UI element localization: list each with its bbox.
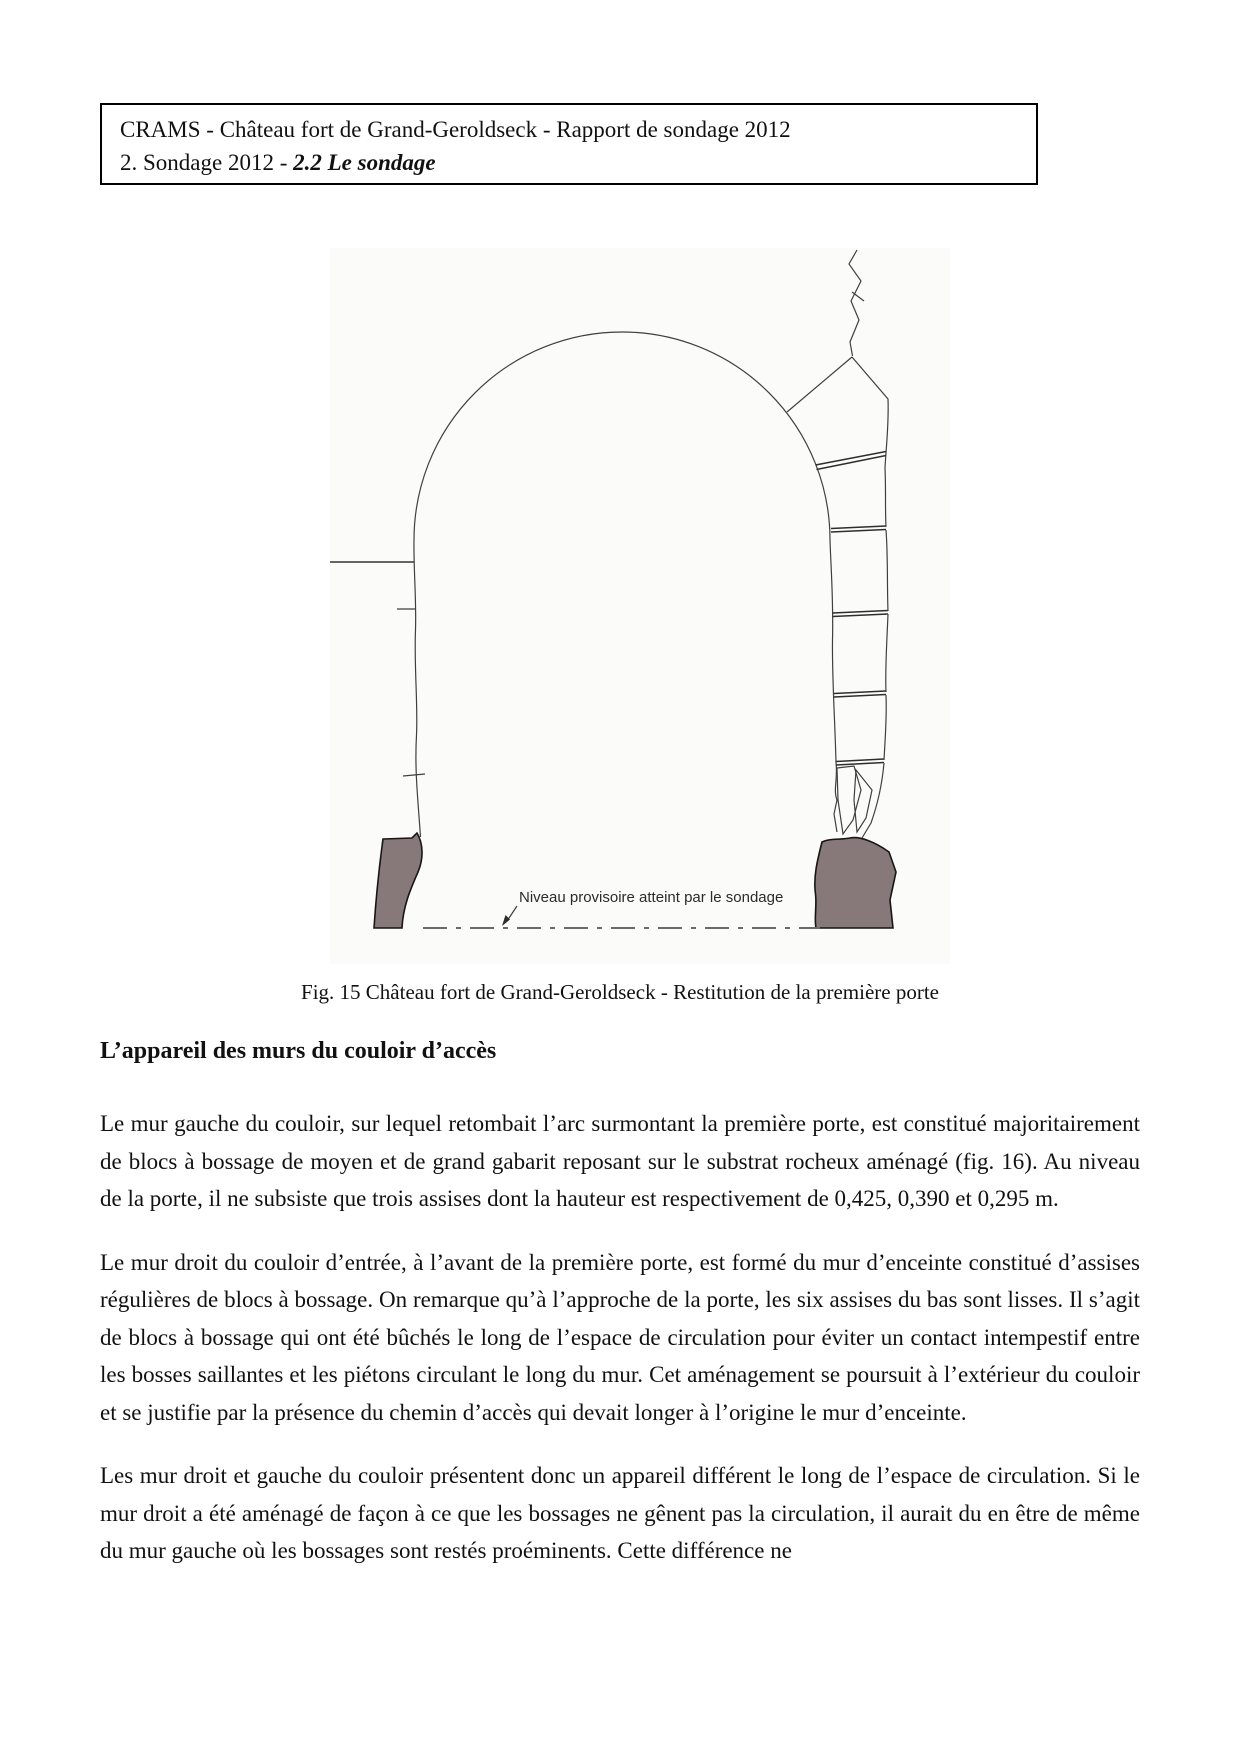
annotation-arrowhead — [502, 915, 510, 926]
voussoir-joint-upper — [787, 357, 852, 412]
header-section-emphasis: 2.2 Le sondage — [293, 150, 436, 175]
facing-stone-a — [837, 766, 861, 834]
outer-wall-jagged-edge — [849, 250, 861, 356]
figure-15 — [330, 248, 950, 964]
paragraph-right-wall: Le mur droit du couloir d’entrée, à l’avant de la première porte, est formé du mur d’enceinte constitué d’assises régulières de blocs à bossage. On remarque qu’à l’approche de la porte, les six assises du bas sont lisses. Il s’agit de blocs à bossage qui ont été bûchés le long de l’espace de circulation pour éviter un contact intempestif entre les bosses saillantes et les piétons circulant le long du mur. Cet aménagement se poursuit à l’extérieur du couloir et se justifie par la présence du chemin d’accès qui devait longer à l’origine le mur d’enceinte. — [100, 1249, 1140, 1425]
left-jamb-cross-tick — [403, 774, 425, 776]
right-jamb-lower — [834, 763, 837, 832]
header-report-title: CRAMS - Château fort de Grand-Geroldseck - Rapport de sondage 2012 — [120, 117, 791, 142]
annotation-label: Niveau provisoire atteint par le sondage — [519, 889, 784, 906]
body-text — [100, 1038, 1140, 1596]
figure-drawing-gate-restitution — [330, 248, 950, 964]
paragraph-left-wall: Le mur gauche du couloir, sur lequel retombait l’arc surmontant la première porte, est constitué majoritairement de blocs à bossage de moyen et de grand gabarit reposant sur le substrat rocheux aménagé (fig. 16). Au niveau de la porte, il ne subsiste que trois assises dont la hauteur est respectivement de 0,425, 0,390 et 0,295 m. — [100, 1111, 1140, 1211]
figure-caption: Fig. 15 Château fort de Grand-Geroldseck - Restitution de la première porte — [301, 980, 939, 1004]
arch-outline — [414, 332, 836, 837]
facing-stone-b — [854, 770, 872, 832]
course-joint-4b — [836, 763, 884, 766]
paragraph-comparison: Les mur droit et gauche du couloir présentent donc un appareil différent le long de l’espace de circulation. Si le mur droit a été aménagé de façon à ce que les bossages ne gênent pas la circulation, il aurait du en être de même du mur gauche où les bossages sont restés proéminents. Cette différence ne — [100, 1463, 1140, 1563]
course-joint-4 — [836, 759, 884, 762]
course-joint-2 — [833, 611, 889, 614]
course-joint-1b — [831, 530, 886, 533]
course-joint-3 — [834, 691, 886, 694]
right-bedrock — [815, 838, 896, 928]
course-joint-3b — [834, 695, 886, 698]
left-bedrock — [374, 833, 422, 928]
course-joint-2b — [833, 614, 889, 617]
page-header-box — [100, 103, 1038, 185]
voussoir-outer-corner — [852, 357, 888, 468]
section-heading: L’appareil des murs du couloir d’accès — [100, 1038, 497, 1064]
course-joint-1 — [831, 526, 886, 529]
header-section-line — [120, 146, 1036, 179]
header-section-prefix: 2. Sondage 2012 - — [120, 150, 294, 175]
